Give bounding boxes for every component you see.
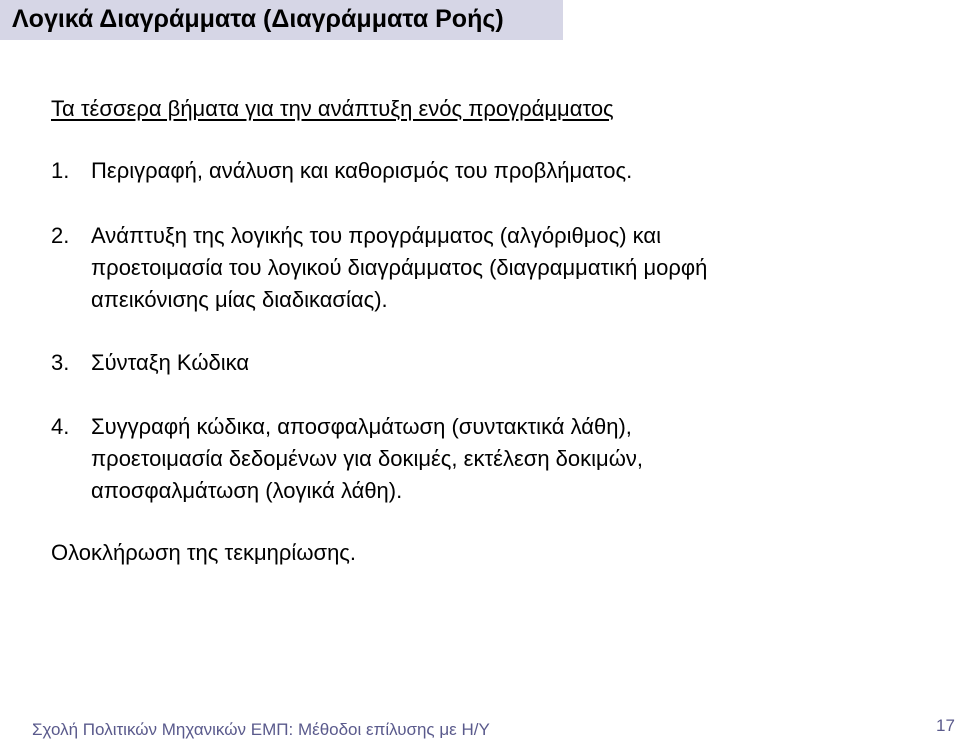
step-line: Ανάπτυξη της λογικής του προγράμματος (αλγόριθμος) και: [91, 223, 662, 248]
step-line: Σύνταξη Κώδικα: [91, 350, 250, 375]
footer-text: Σχολή Πολιτικών Μηχανικών ΕΜΠ: Μέθοδοι επίλυσης με Η/Υ: [32, 720, 490, 739]
title-bar: [0, 0, 563, 40]
step-line: προετοιμασία δεδομένων για δοκιμές, εκτέλεση δοκιμών,: [91, 446, 644, 471]
step-text: [91, 155, 911, 187]
step-number: 2.: [51, 223, 70, 248]
step-number: 1.: [51, 158, 70, 183]
page-number: 17: [936, 716, 955, 735]
step-text: [91, 347, 911, 379]
step-line: Περιγραφή, ανάλυση και καθορισμός του προβλήματος.: [91, 158, 633, 183]
step-line: αποσφαλμάτωση (λογικά λάθη).: [91, 478, 403, 503]
step-number: 4.: [51, 414, 70, 439]
step-number: 3.: [51, 350, 70, 375]
step-text: [91, 411, 911, 507]
step-line: προετοιμασία του λογικού διαγράμματος (διαγραμματική μορφή: [91, 255, 708, 280]
step-line: Συγγραφή κώδικα, αποσφαλμάτωση (συντακτικά λάθη),: [91, 414, 632, 439]
slide-title: Λογικά Διαγράμματα (Διαγράμματα Ροής): [12, 5, 504, 33]
step-text: [91, 220, 911, 316]
conclusion-text: Ολοκλήρωση της τεκμηρίωσης.: [51, 540, 357, 565]
step-line: απεικόνισης μίας διαδικασίας).: [91, 287, 388, 312]
slide-subtitle: Τα τέσσερα βήματα για την ανάπτυξη ενός προγράμματος: [51, 96, 614, 121]
